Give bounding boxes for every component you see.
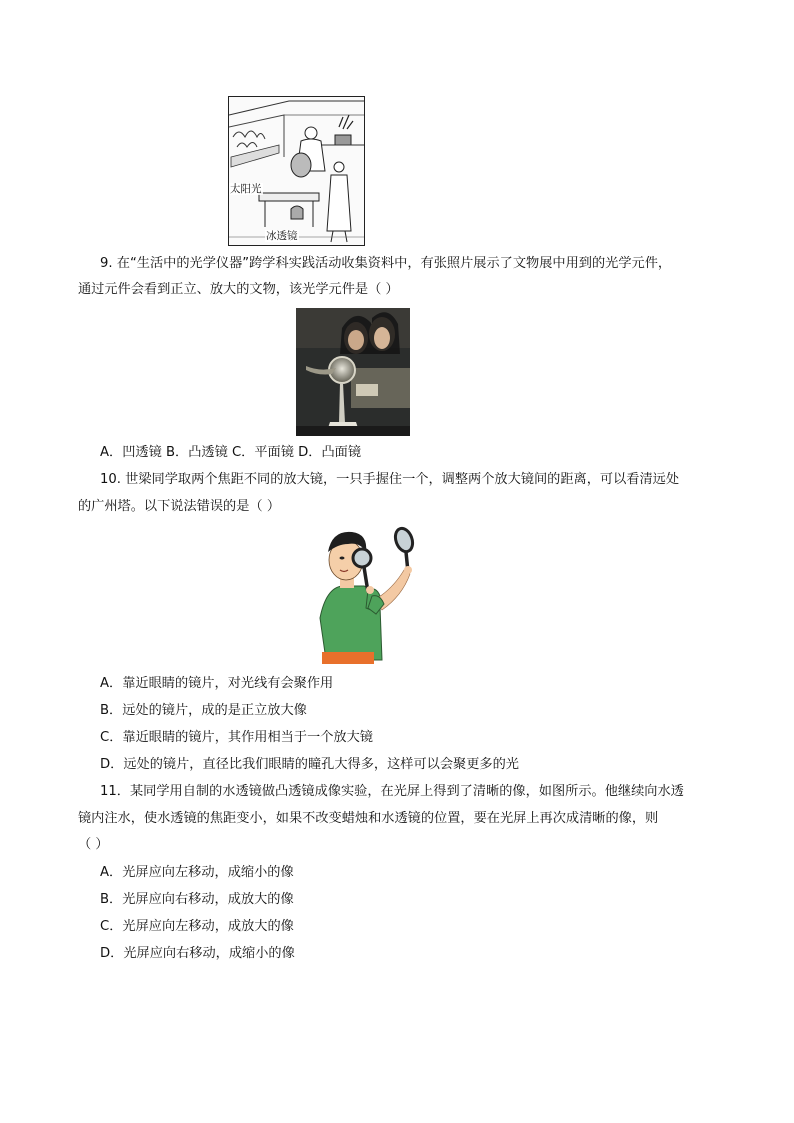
q10-text-line2: 的广州塔。以下说法错误的是（ ） — [78, 499, 281, 514]
q11-option-c: C．光屏应向左移动，成放大的像 — [100, 919, 294, 934]
q10-option-c: C．靠近眼睛的镜片，其作用相当于一个放大镜 — [100, 730, 373, 745]
museum-photo-drawing — [296, 308, 410, 436]
sun-light-label: 太阳光 — [230, 183, 262, 195]
ancient-ice-lens-figure — [228, 96, 365, 246]
q9-options: A．凹透镜 B．凸透镜 C．平面镜 D．凸面镜 — [100, 445, 362, 460]
museum-lens-photo — [296, 308, 410, 436]
q11-text-line3: （ ） — [78, 837, 109, 852]
q10-option-d: D．远处的镜片，直径比我们眼睛的瞳孔大得多，这样可以会聚更多的光 — [100, 757, 519, 772]
q11-text-line1: 11．某同学用自制的水透镜做凸透镜成像实验，在光屏上得到了清晰的像，如图所示。他继续向水透 — [100, 784, 684, 799]
q11-option-b: B．光屏应向右移动，成放大的像 — [100, 892, 294, 907]
q10-option-b: B．远处的镜片，成的是正立放大像 — [100, 703, 307, 718]
ancient-scene-drawing — [229, 97, 364, 245]
q10-option-a: A．靠近眼睛的镜片，对光线有会聚作用 — [100, 676, 334, 691]
q9-text-line2: 通过元件会看到正立、放大的文物，该光学元件是（ ） — [78, 282, 399, 297]
q11-option-d: D．光屏应向右移动，成缩小的像 — [100, 946, 295, 961]
q11-text-line2: 镜内注水，使水透镜的焦距变小，如果不改变蜡烛和水透镜的位置，要在光屏上再次成清晰的像，则 — [78, 811, 659, 826]
q10-text-line1: 10. 世梁同学取两个焦距不同的放大镜，一只手握住一个，调整两个放大镜间的距离，可以看清远处 — [100, 472, 680, 487]
q11-option-a: A．光屏应向左移动，成缩小的像 — [100, 865, 294, 880]
boy-magnifiers-figure — [312, 526, 420, 664]
ice-lens-label: 冰透镜 — [266, 230, 298, 242]
q9-text-line1: 9. 在“生活中的光学仪器”跨学科实践活动收集资料中，有张照片展示了文物展中用到的光学元件， — [100, 256, 672, 271]
boy-drawing — [312, 526, 420, 664]
